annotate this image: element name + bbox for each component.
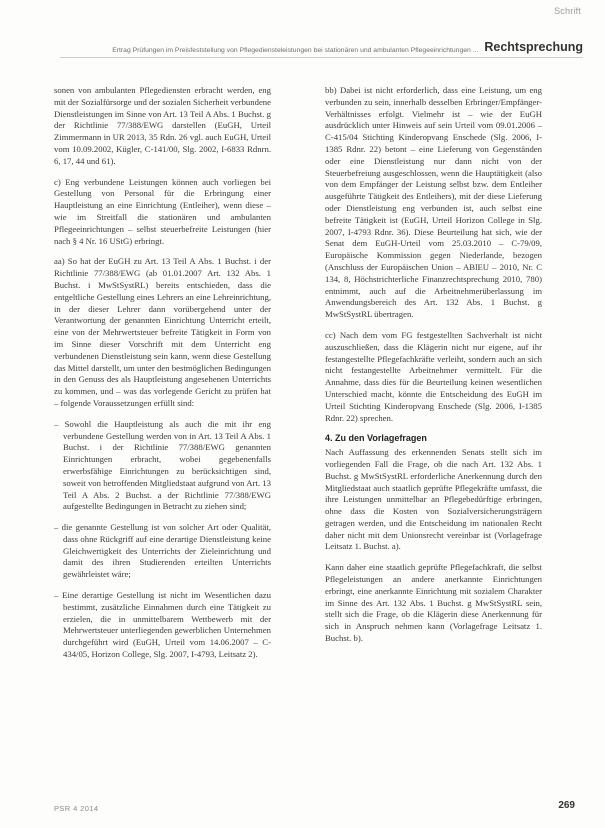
journal-footer: PSR 4 2014 — [54, 804, 99, 813]
page-header — [60, 36, 583, 58]
paragraph: Nach Auffassung des erkennenden Senats stellt sich im vorliegenden Fall die Frage, ob die nach Art. 132 Abs. 1 Buchst. g MwStSystRL erforderliche Anerkennung durch den Mitgliedstaat auch staatlich geprüfte Pflegekräfte umfasst, die ihre Leistungen unmittelbar an Pflegebedürftige erbringen, ohne dass die Kosten von Sozialversicherungsträgern getragen werden, und die Entscheidung im nationalen Recht daher nicht mit dem Unionsrecht vereinbar ist (Vorlagefrage Leitsatz 1. Buchst. a). — [325, 447, 542, 552]
list-item: – die genannte Gestellung ist von solcher Art oder Qualität, dass ohne Rückgriff auf eine derartige Dienstleistung keine Gleichwertigkeit des Unterrichts der Zieleinrichtung und damit des ihren Studierenden erteilten Unterrichts gewährleistet wäre; — [54, 522, 271, 580]
paragraph: cc) Nach dem vom FG festgestellten Sachverhalt ist nicht auszuschließen, dass die Klägerin nicht nur eigene, auf ihr festangestellte Pflegefachkräfte verleiht, sondern auch an sich nicht festangestellte Arbeitnehmer vermittelt. Für die Annahme, dass dies für die Beurteilung keinen wesentlichen Unterschied macht, könnte die Entscheidung des EuGH im Urteil Stichting Kinderopvang Enschede (Slg. 2006, I-1385 Rdnr. 22) sprechen. — [325, 329, 542, 423]
paragraph: aa) So hat der EuGH zu Art. 13 Teil A Abs. 1 Buchst. i der Richtlinie 77/388/EWG (ab 01.01.2007 Art. 132 Abs. 1 Buchst. i MwStSystRL) bereits entschieden, dass die entgeltliche Gestellung eines Lehrers an eine Lehreinrichtung, in der dieser Lehrer dann vorübergehend unter der Verantwortung der genannten Einrichtung Unterricht erteilt, eine von der Mehrwertsteuer befreite Tätigkeit in Form von im Sinne dieser Vorschrift mit dem Unterricht eng verbundenen Dienstleistung sein kann, wenn diese Gestellung das Mittel darstellt, um unter den bestmöglichen Bedingungen in den Genuss des als Hauptleistung angesehenen Unterrichts zu kommen, und – was das vorlegende Gericht zu prüfen hat – folgende Voraussetzungen erfüllt sind: — [54, 256, 271, 408]
paragraph: bb) Dabei ist nicht erforderlich, dass eine Leistung, um eng verbunden zu sein, innerhalb desselben Erbringer/Empfänger-Verhältnisses erfolgt. Vielmehr ist – wie der EuGH ausdrücklich unter Hinweis auf sein Urteil vom 09.01.2006 – C-415/04 Stichting Kinderopvang Enschede (Slg. 2006, I-1385 Rdnr. 22) betont – eine Lieferung von Gegenständen oder eine Dienstleistung nur dann nicht von der Steuerbefreiung ausgeschlossen, wenn die Hauptätigkeit (also von dem Empfänger der Leistung selbst bzw. dem Entleiher ausgeführte Tätigkeit des Entleihers), mit der diese Lieferung oder Dienstleistung eng verbunden ist, auch selbst eine befreite Tätigkeit ist (EuGH, Urteil Horizon College in Slg. 2007, I-4793 Rdnr. 36). Diese Beurteilung hat sich, wie der Senat dem EuGH-Urteil vom 25.03.2010 – C-79/09, Europäische Kommission gegen Niederlande, bezogen (Anschluss der Europäischen Union – ABlEU – 2010, Nr. C 134, 8, Höchstrichterliche Finanzrechtsprechung 2010, 780) entnimmt, auch auf die Arbeitnehmerüberlassung im Anwendungsbereich des Art. 132 Abs. 1 Buchst. g MwStSystRL übertragen. — [325, 85, 542, 320]
paragraph: Kann daher eine staatlich geprüfte Pflegefachkraft, die selbst Pflegeleistungen an andere anerkannte Einrichtungen erbringt, eine anerkannte Einrichtung mit sozialem Charakter im Sinne des Art. 132 Abs. 1 Buchst. g MwStSystRL sein, stellt sich die Frage, ob die Klägerin diese Anerkennung für sich in Anspruch nehmen kann (Vorlagefrage Leitsatz 1. Buchst. b). — [325, 562, 542, 644]
section-title: Rechtsprechung — [484, 40, 583, 54]
left-column — [54, 85, 271, 670]
section-tag: Schrift — [554, 6, 581, 16]
right-column — [325, 85, 542, 654]
paragraph: c) Eng verbundene Leistungen können auch vorliegen bei Gestellung von Personal für die Erbringung einer Hauptleistung an eine Einrichtung (Entleiher), wenn diese – wie im Streitfall die stationären und ambulanten Pflegeeinrichtungen – selbst steuerbefreite Leistungen (hier nach § 4 Nr. 16 UStG) erbringt. — [54, 176, 271, 246]
list-item: – Eine derartige Gestellung ist nicht im Wesentlichen dazu bestimmt, zusätzliche Einnahmen durch eine Tätigkeit zu erzielen, die in unmittelbarem Wettbewerb mit der Mehrwertsteuer unterliegenden gewerblichen Unternehmen durchgeführt wird (EuGH, Urteil vom 14.06.2007 – C-434/05, Horizon College, Slg. 2007, I-4793, Leitsatz 2). — [54, 590, 271, 660]
page-number: 269 — [558, 800, 575, 811]
running-title: Ertrag Prüfungen im Preisfeststellung von Pflegediensteleistungen bei stationären und ambulanten Pflegeeinrichtungen ... — [112, 47, 479, 54]
subheading: 4. Zu den Vorlagefragen — [325, 433, 427, 444]
list-item: – Sowohl die Hauptleistung als auch die mit ihr eng verbundene Gestellung werden von in Art. 13 Teil A Abs. 1 Buchst. i der Richtlinie 77/388/EWG genannten Einrichtungen erbracht, wobei gegebenenfalls erwerbsfähige Einrichtungen zu berücksichtigen sind, soweit von betroffenden Mitgliedstaat aufgrund von Art. 13 Teil A Abs. 2 Buchst. a der Richtlinie 77/388/EWG aufgestellte Bedingungen in Betracht zu ziehen sind; — [54, 418, 271, 512]
paragraph: sonen von ambulanten Pflegediensten erbracht werden, eng mit der Sozialfürsorge und der sozialen Sicherheit verbundene Dienstleistungen im Sinne von Art. 13 Teil A Abs. 1 Buchst. g der Richtlinie 77/388/EWG darstellen (EuGH, Urteil Zimmermann in UR 2013, 35 Rdn. 26 vgl. auch EuGH, Urteil vom 10.09.2002, Kügler, C-141/00, Slg. 2002, I-6833 Rdnrn. 6, 17, 44 und 61). — [54, 85, 271, 166]
